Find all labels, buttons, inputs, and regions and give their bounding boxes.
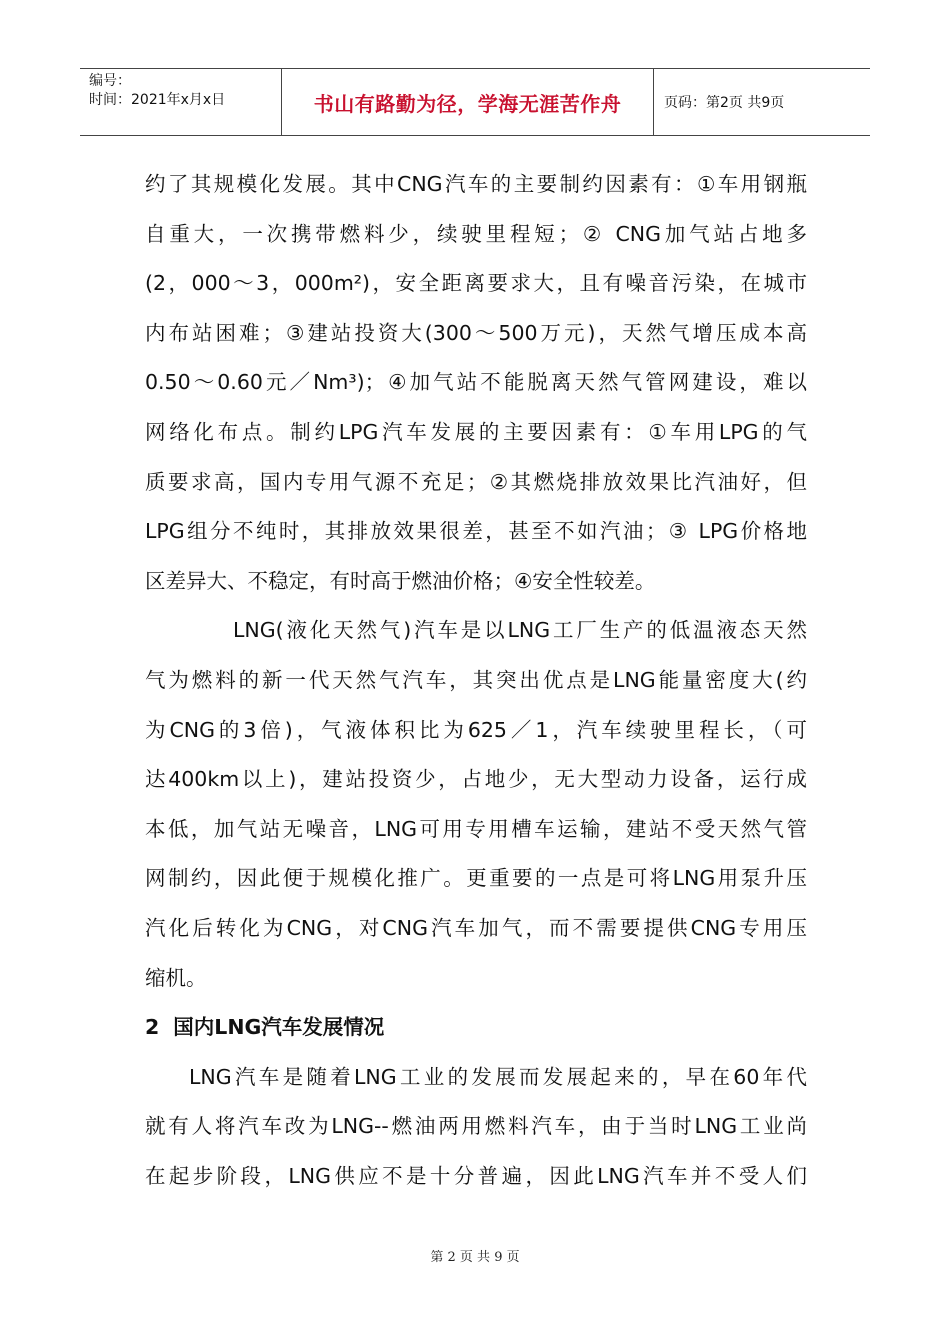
text-line: LPG组分不纯时，其排放效果很差，甚至不如汽油；③ LPG价格地 [145,519,807,544]
text-line: 缩机。 [145,965,207,990]
text-line: 气为燃料的新一代天然气汽车，其突出优点是LNG能量密度大(约 [145,667,807,692]
text-line: 就有人将汽车改为LNG--燃油两用燃料汽车，由于当时LNG工业尚 [145,1114,807,1139]
text-line: 质要求高，国内专用气源不充足；②其燃烧排放效果比汽油好，但 [145,469,807,494]
text-line: 自重大，一次携带燃料少，续驶里程短；② CNG加气站占地多 [145,221,807,246]
text-line: 内布站困难；③建站投资大(300～500万元)，天然气增压成本高 [145,320,807,345]
section-title: 国内LNG汽车发展情况 [173,1015,385,1040]
paragraph-lng-advantages [145,606,807,1003]
text-line: 汽化后转化为CNG，对CNG汽车加气，而不需要提供CNG专用压 [145,915,807,940]
text-line: 网制约，因此便于规模化推广。更重要的一点是可将LNG用泵升压 [145,866,807,891]
paragraph-constraints [145,160,807,606]
page-header [80,68,870,136]
paragraph-domestic-development [145,1053,807,1202]
text-line: 区差异大、不稳定，有时高于燃油价格；④安全性较差。 [145,568,656,593]
section-heading [145,1003,807,1053]
text-line: 达400km以上)，建站投资少，占地少，无大型动力设备，运行成 [145,767,807,792]
text-line: 在起步阶段，LNG供应不是十分普遍，因此LNG汽车并不受人们 [145,1163,807,1188]
header-meta [80,69,282,135]
document-body [145,160,807,1201]
text-line: 为CNG的3倍)，气液体积比为625／1，汽车续驶里程长，（可 [145,717,807,742]
doc-time-label: 时间：2021年x月x日 [89,92,226,108]
text-line: LNG(液化天然气)汽车是以LNG工厂生产的低温液态天然 [233,618,807,643]
text-line: (2，000～3，000m²)，安全距离要求大，且有噪音污染，在城市 [145,271,807,296]
section-number: 2 [145,1015,160,1040]
text-line: LNG汽车是随着LNG工业的发展而发展起来的，早在60年代 [189,1064,807,1089]
text-line: 网络化布点。制约LPG汽车发展的主要因素有：①车用LPG的气 [145,419,807,444]
header-motto: 书山有路勤为径，学海无涯苦作舟 [282,69,654,135]
text-line: 本低，加气站无噪音，LNG可用专用槽车运输，建站不受天然气管 [145,816,807,841]
text-line: 约了其规模化发展。其中CNG汽车的主要制约因素有：①车用钢瓶 [145,172,807,196]
page-footer: 第 2 页 共 9 页 [430,1250,520,1265]
header-page-info: 页码：第2页 共9页 [664,95,785,111]
doc-code-label: 编号： [89,73,131,89]
text-line: 0.50～0.60元／Nm³)；④加气站不能脱离天然气管网建设，难以 [145,370,807,395]
